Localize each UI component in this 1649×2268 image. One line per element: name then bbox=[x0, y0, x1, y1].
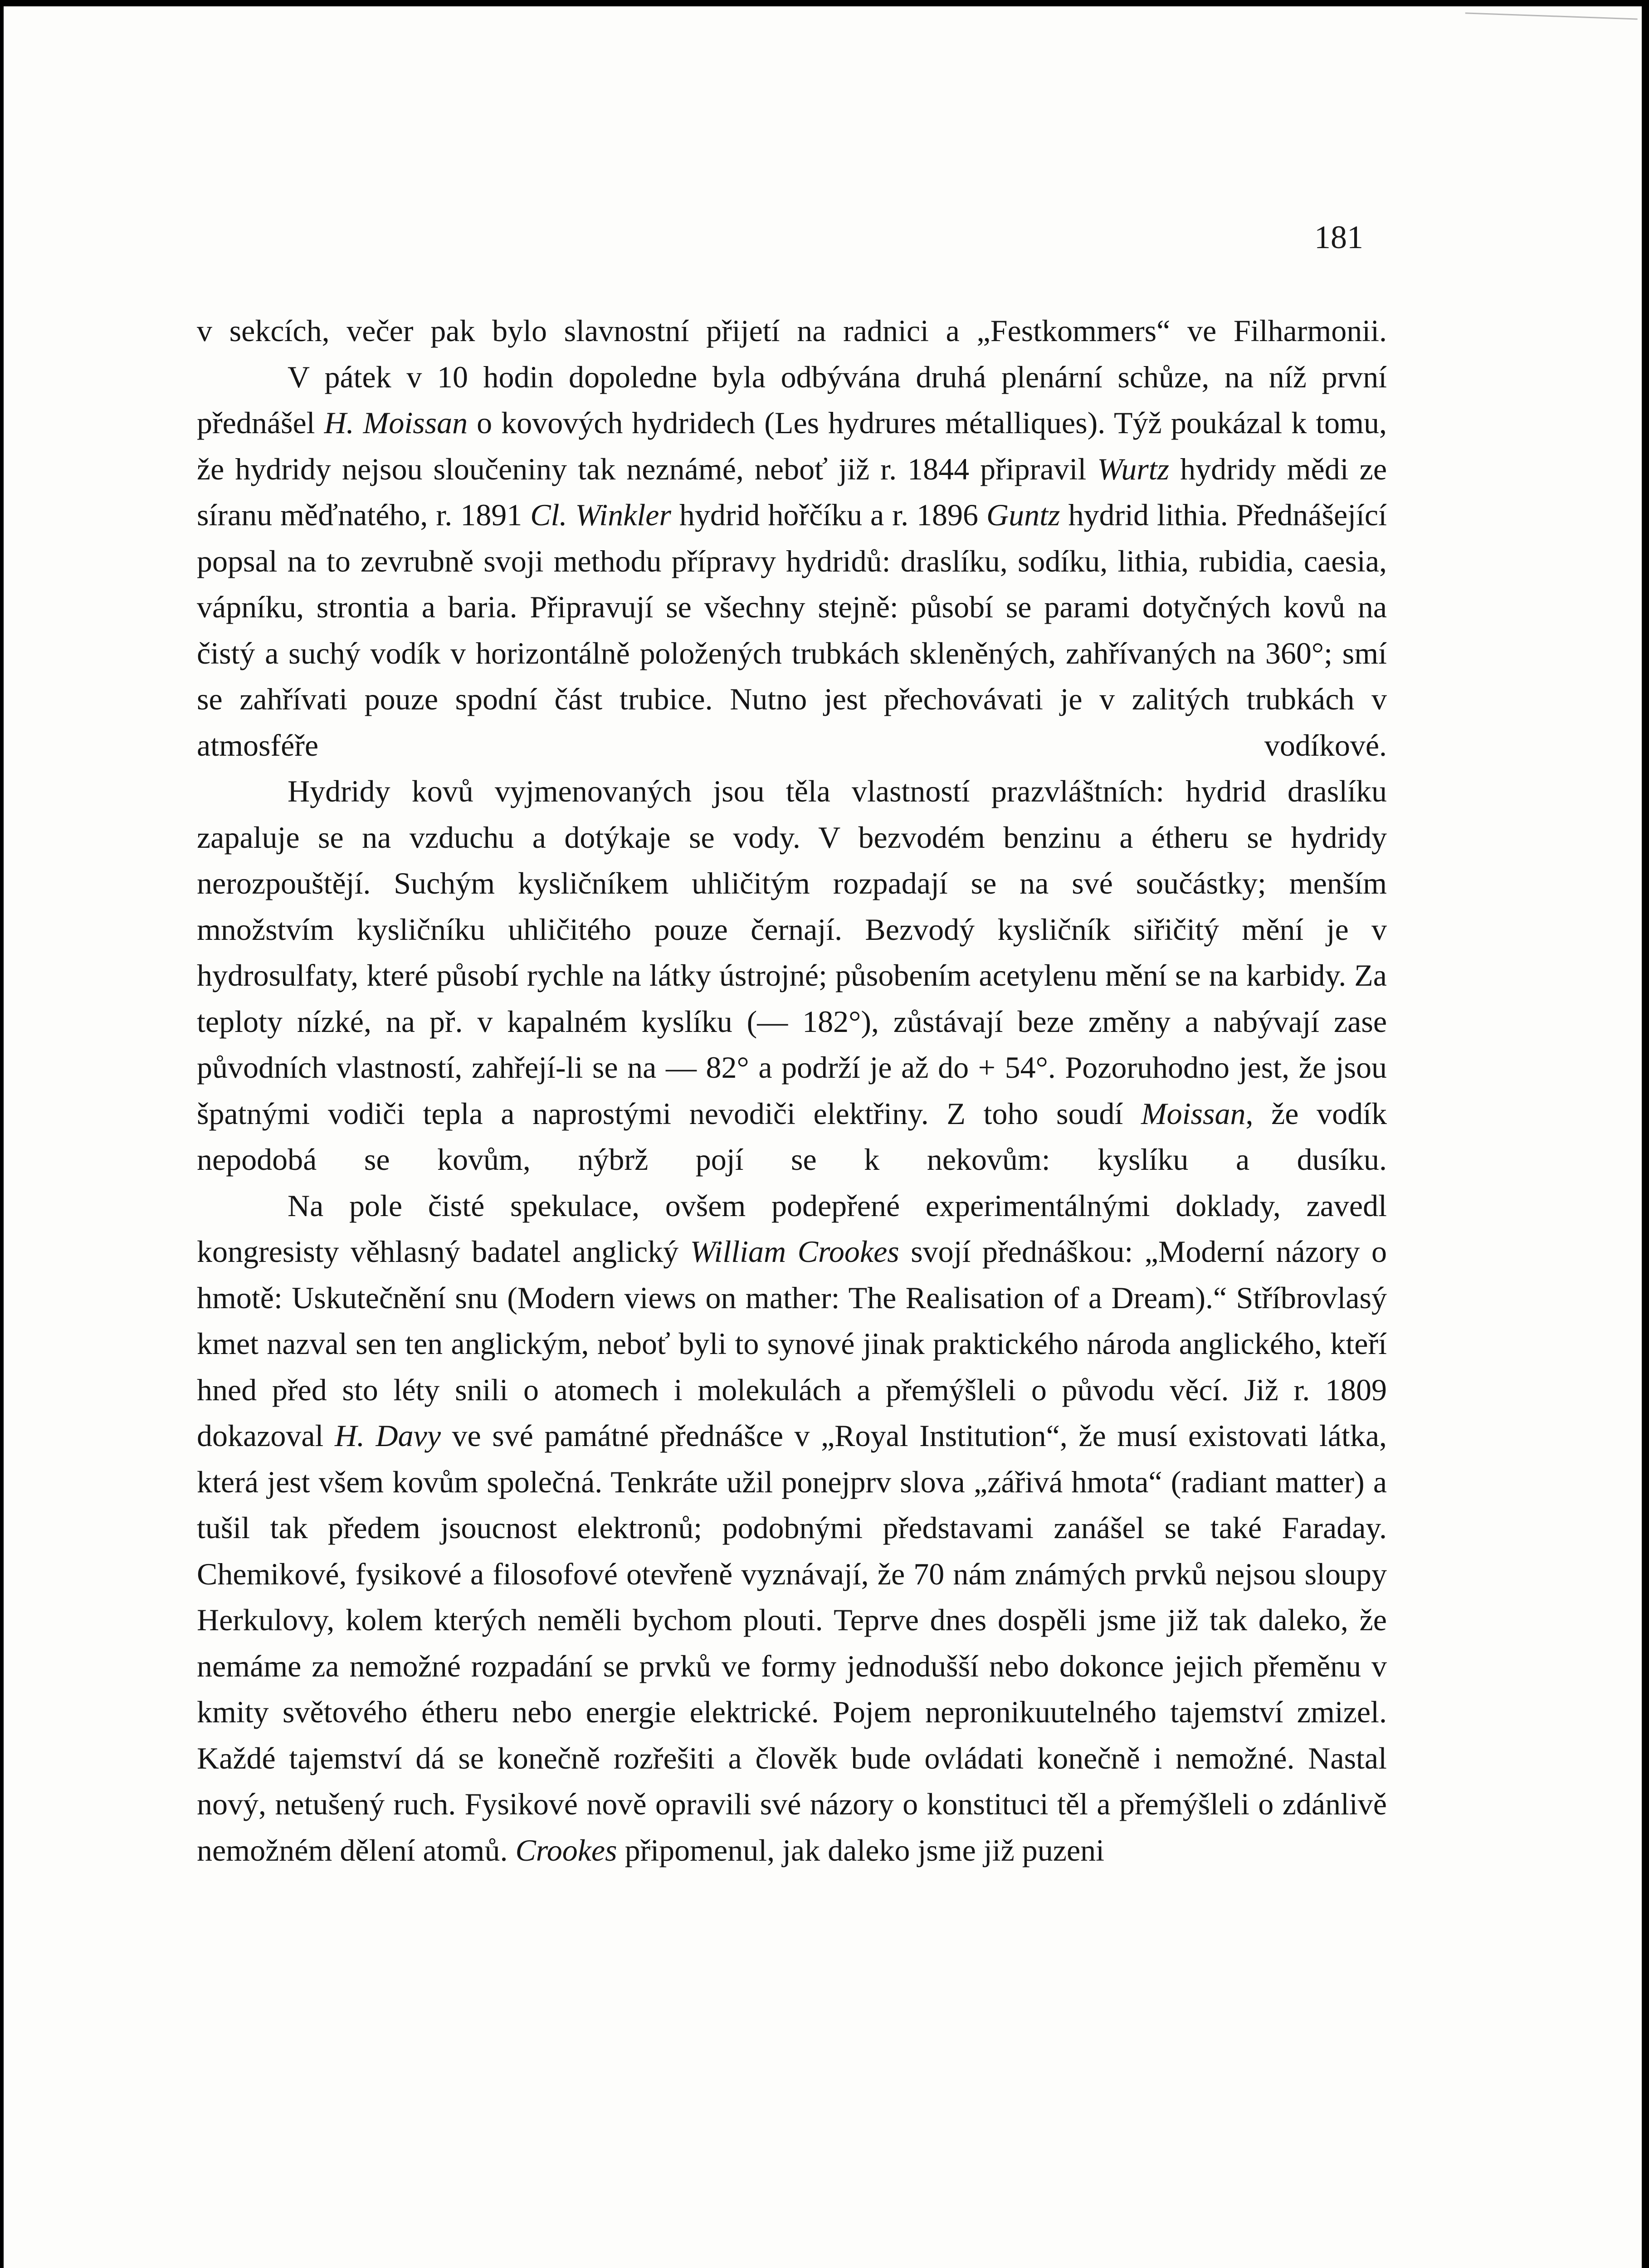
italic-name: Crookes bbox=[515, 1833, 617, 1867]
text-run: Na pole čisté spekulace, ovšem podepřené experimentálnými doklady, zavedl kongresisty věhlasný badatel anglický bbox=[197, 1188, 1387, 1269]
text-run: připomenul, jak daleko jsme již puzeni bbox=[617, 1833, 1105, 1867]
italic-name: Wurtz bbox=[1097, 451, 1170, 486]
italic-name: H. Moissan bbox=[324, 406, 468, 440]
text-run: ve své památné přednášce v „Royal Institution“, že musí existovati látka, která jest všem kovům společná. Tenkráte užil ponejprv slova „zářivá hmota“ (radiant matter) a tušil tak předem jsoucnost elektronů; podobnými představami zanášel se také Faraday. Chemikové, fysikové a filosofové otevřeně vyznávají, že 70 nám známých prvků nejsou sloupy Herkulovy, kolem kterých neměli bychom plouti. Teprve dnes dospěli jsme již tak daleko, že nemáme za nemožné rozpadání se prvků ve formy jednodušší nebo dokonce jejich přeměnu v kmity světového étheru nebo energie elektrické. Pojem nepronikuutelného tajemství zmizel. Každé tajemství dá se konečně rozřešiti a člověk bude ovládati konečně i nemožné. Nastal nový, netušený ruch. Fysikové nově opravili své názory o konstituci těl a přemýšleli o zdánlivě nemožném dělení atomů. bbox=[197, 1418, 1387, 1867]
text-run: hydridy mědi ze síranu měďnatého, r. 1891 bbox=[197, 451, 1387, 532]
text-run: hydrid hořčíku a r. 1896 bbox=[671, 498, 987, 532]
text-run: v sekcích, večer pak bylo slavnostní přijetí na radnici a „Festkommers“ ve Filharmonii. bbox=[197, 313, 1387, 348]
text-run: hydrid lithia. Přednášející popsal na to zevrubně svoji methodu přípravy hydridů: draslíku, sodíku, lithia, rubidia, caesia, vápníku, strontia a baria. Připravují se všechny stejně: působí se parami dotyčných kovů na čistý a suchý vodík v horizontálně položených trubkách skleněných, zahřívaných na 360°; smí se zahřívati pouze spodní část trubice. Nutno jest přechovávati je v zalitých trubkách v atmosféře vodíkové. bbox=[197, 498, 1387, 763]
italic-name: H. Davy bbox=[334, 1418, 441, 1453]
text-run: o kovových hydridech (Les hydrures métalliques). Týž poukázal k tomu, že hydridy nejsou sloučeniny tak neznámé, neboť již r. 1844 připravil bbox=[197, 406, 1387, 486]
text-run: Hydridy kovů vyjmenovaných jsou těla vlastností prazvláštních: hydrid draslíku zapaluje se na vzduchu a dotýkaje se vody. V bezvodém benzinu a étheru se hydridy nerozpouštějí. Suchým kysličníkem uhličitým rozpadají se na své součástky; menším množstvím kysličníku uhličitého pouze černají. Bezvodý kysličník siřičitý mění je v hydrosulfaty, které působí rychle na látky ústrojné; působením acetylenu mění se na karbidy. Za teploty nízké, na př. v kapalném kyslíku (— 182°), zůstávají beze změny a nabývají zase původních vlastností, zahřejí-li se na — 82° a podrží je až do + 54°. Pozoruhodno jest, že jsou špatnými vodiči tepla a naprostými nevodiči elektřiny. Z toho soudí bbox=[197, 774, 1387, 1131]
text-run: V pátek v 10 hodin dopoledne byla odbývána druhá plenární schůze, na níž první přednášel bbox=[197, 359, 1387, 440]
scan-edge-mark bbox=[1464, 12, 1637, 38]
text-run: , že vodík nepodobá se kovům, nýbrž pojí se k nekovům: kyslíku a dusíku. bbox=[197, 1096, 1387, 1177]
body-text bbox=[197, 308, 1387, 1873]
italic-name: Moissan bbox=[1141, 1096, 1246, 1131]
page-number: 181 bbox=[1314, 219, 1363, 255]
paragraph bbox=[197, 768, 1387, 1183]
italic-name: William Crookes bbox=[690, 1234, 899, 1269]
paragraph bbox=[197, 308, 1387, 354]
text-run: svojí přednáškou: „Moderní názory o hmotě: Uskutečnění snu (Modern views on mather: The Realisation of a Dream).“ Stříbrovlasý kmet nazval sen ten anglickým, neboť byli to synové jinak praktického národa anglického, kteří hned před sto léty snili o atomech i molekulách a přemýšleli o původu věcí. Již r. 1809 dokazoval bbox=[197, 1234, 1387, 1453]
italic-name: Cl. Winkler bbox=[530, 498, 671, 532]
paragraph bbox=[197, 354, 1387, 769]
italic-name: Guntz bbox=[986, 498, 1060, 532]
paragraph bbox=[197, 1183, 1387, 1874]
page-sheet bbox=[4, 6, 1642, 2268]
